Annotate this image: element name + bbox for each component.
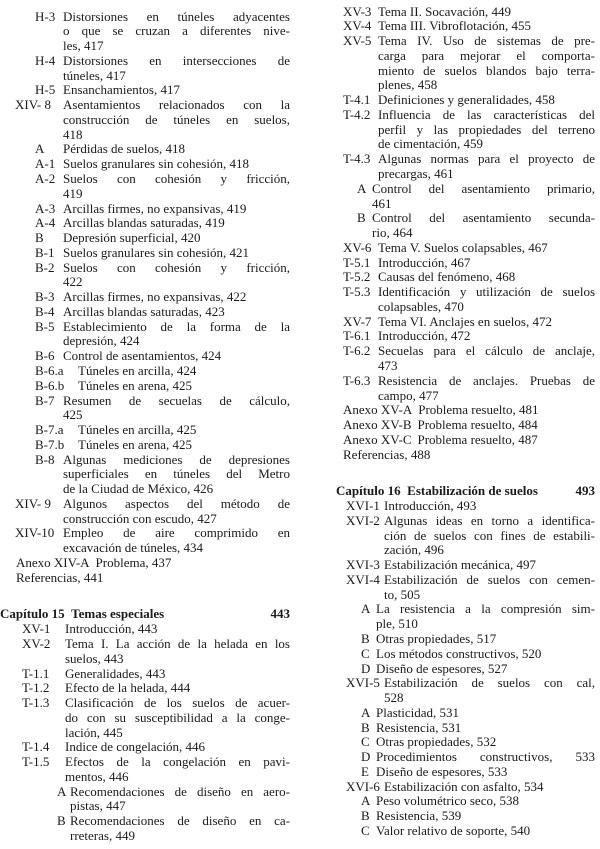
toc-entry-text: Tema IV. Uso de sistemas de pre- (378, 33, 595, 49)
toc-entry-text: Tema II. Socavación, 449 (378, 3, 512, 19)
toc-entry (300, 374, 595, 404)
toc-entry-number: T-5.3 (343, 284, 371, 300)
toc-entry-number: B-4 (35, 303, 55, 319)
toc-entry-text: Arcillas firmes, no expansivas, 422 (63, 289, 247, 305)
toc-entry-text: plenes, 458 (378, 77, 438, 93)
toc-entry-number: B-1 (35, 244, 55, 260)
toc-entry (0, 696, 290, 740)
toc-entry-text: Introducción, 493 (384, 498, 477, 514)
toc-entry-text: depresión, 424 (63, 333, 140, 349)
toc-entry-number: B-3 (35, 289, 55, 305)
toc-entry-text: lación, 445 (65, 724, 123, 740)
toc-entry (300, 329, 595, 344)
chapter-number: Capítulo 16 (336, 483, 401, 499)
toc-entry-number: H-3 (35, 8, 56, 24)
toc-column-right (300, 5, 595, 839)
toc-entry-text: ple, 510 (376, 616, 418, 632)
toc-entry (300, 448, 595, 463)
toc-entry-text: Tema VI. Anclajes en suelos, 472 (378, 313, 552, 329)
toc-entry (300, 676, 595, 706)
toc-entry-text: Tema V. Suelos colapsables, 467 (378, 239, 548, 255)
toc-entry-number: Anexo XV-B (343, 417, 412, 433)
toc-entry-number: T-5.2 (343, 269, 371, 285)
toc-entry (300, 721, 595, 736)
toc-entry-text: Resistencia, 531 (376, 719, 462, 735)
toc-entry-number: T-4.3 (343, 151, 371, 167)
toc-entry-text: 418 (63, 126, 83, 142)
toc-entry (0, 740, 290, 755)
toc-entry (0, 305, 290, 320)
toc-entry (0, 54, 290, 84)
toc-entry (0, 622, 290, 637)
toc-entry-text: Problema, 437 (95, 554, 172, 570)
toc-entry-number: B-6.a (35, 362, 64, 378)
toc-entry-text: Generalidades, 443 (65, 665, 166, 681)
toc-entry-text: Clasificación de los suelos de acuer- (65, 695, 290, 711)
toc-entry-number: B-7.b (35, 436, 65, 452)
toc-entry (0, 637, 290, 667)
toc-entry (300, 706, 595, 721)
toc-entry-text: Algunos aspectos del método de (63, 495, 290, 511)
toc-entry (0, 364, 290, 379)
toc-entry (0, 379, 290, 394)
toc-entry (0, 83, 290, 98)
toc-entry-text: Tema III. Vibroflotación, 455 (378, 18, 531, 34)
toc-entry-number: XV-2 (22, 635, 51, 651)
toc-entry (0, 261, 290, 291)
toc-entry-number: T-5.1 (343, 254, 371, 270)
toc-entry-text: 461 (372, 195, 392, 211)
toc-entry-number: XVI-1 (346, 498, 380, 514)
toc-entry-number: A (357, 180, 367, 196)
chapter-heading (300, 484, 595, 499)
toc-entry-text: Estabilización de suelos con cemen- (384, 571, 595, 587)
toc-entry (300, 403, 595, 418)
toc-entry-text: Estabilización con asfalto, 534 (384, 778, 544, 794)
toc-entry (300, 632, 595, 647)
toc-entry-number: C (361, 734, 370, 750)
toc-entry-text: Arcillas blandas saturadas, 419 (63, 215, 225, 231)
toc-entry-text: ción de suelos con fines de estabili- (384, 527, 595, 543)
toc-entry-number: XV-3 (343, 3, 372, 19)
toc-entry (300, 824, 595, 839)
toc-entry-number: B-5 (35, 318, 55, 334)
toc-entry-number: T-4.2 (343, 106, 371, 122)
toc-entry-text: colapsables, 470 (378, 298, 464, 314)
toc-entry (300, 558, 595, 573)
toc-entry (0, 556, 290, 571)
toc-entry (0, 231, 290, 246)
toc-entry (0, 497, 290, 527)
toc-entry-number: XIV-10 (15, 525, 55, 541)
toc-entry-text: Empleo de aire comprimido en (63, 525, 290, 541)
toc-entry-text: Peso volumétrico seco, 538 (376, 793, 519, 809)
toc-entry-number: D (361, 660, 371, 676)
toc-entry-text: Depresión superficial, 420 (63, 230, 201, 246)
toc-entry-text: Control del asentamiento secunda- (372, 210, 595, 226)
toc-entry-text: 473 (378, 357, 398, 373)
toc-entry (300, 602, 595, 632)
toc-entry-text: suelos, 443 (65, 650, 124, 666)
toc-entry-number: T-1.2 (22, 680, 50, 696)
toc-entry-text: Suelos con cohesión y fricción, (63, 171, 290, 187)
toc-entry-text: Introducción, 467 (378, 254, 471, 270)
toc-entry-number: A (57, 783, 67, 799)
toc-entry (300, 809, 595, 824)
toc-entry-text: Problema resuelto, 487 (417, 431, 538, 447)
toc-entry-text: Arcillas firmes, no expansivas, 419 (63, 200, 247, 216)
toc-entry-text: Introducción, 443 (65, 621, 158, 637)
toc-entry (0, 142, 290, 157)
toc-entry-number: XIV- 8 (15, 97, 51, 113)
toc-entry-number: B-8 (35, 451, 55, 467)
chapter-title: Estabilización de suelos (407, 483, 538, 499)
toc-entry-number: B (357, 210, 366, 226)
toc-entry-text: 419 (63, 185, 83, 201)
toc-entry-text: rreteras, 449 (70, 827, 135, 843)
toc-entry-number: XVI-3 (346, 557, 380, 573)
toc-entry-number: B-6 (35, 348, 55, 364)
toc-entry (300, 735, 595, 750)
toc-entry (0, 10, 290, 54)
toc-entry-text: Distorsiones en intersecciones de (63, 52, 290, 68)
toc-entry (0, 157, 290, 172)
toc-entry-number: H-4 (35, 52, 56, 68)
toc-entry (300, 780, 595, 795)
toc-entry (300, 765, 595, 780)
toc-entry (300, 5, 595, 20)
toc-entry-number: B (361, 719, 370, 735)
toc-entry-text: Distorsiones en túneles adyacentes (63, 8, 290, 24)
toc-entry-text: Algunas ideas en torno a identifica- (384, 512, 595, 528)
toc-entry-number: T-1.4 (22, 739, 50, 755)
toc-entry-number: A (361, 793, 371, 809)
toc-entry (300, 285, 595, 315)
toc-entry-text: túneles, 417 (63, 67, 126, 83)
toc-entry-text: Resistencia de anclajes. Pruebas de (378, 372, 595, 388)
toc-entry-text: pistas, 447 (70, 798, 126, 814)
toc-entry-number: E (361, 763, 369, 779)
toc-entry-text: Influencia de las características del (378, 106, 595, 122)
toc-entry (0, 98, 290, 142)
toc-entry (300, 315, 595, 330)
chapter-title: Temas especiales (71, 606, 165, 622)
toc-entry-number: XIV- 9 (15, 495, 51, 511)
toc-entry-text: Resistencia, 539 (376, 808, 462, 824)
toc-entry-text: Identificación y utilización de suelos (378, 284, 595, 300)
toc-entry-text: Algunas normas para el proyecto de (378, 151, 595, 167)
toc-entry-text: 422 (63, 274, 83, 290)
toc-entry-text: Algunas mediciones de depresiones (63, 451, 290, 467)
toc-entry-number: XVI-2 (346, 512, 380, 528)
toc-entry (300, 241, 595, 256)
toc-entry-text: Ensanchamientos, 417 (63, 82, 180, 98)
toc-entry-number: T-1.1 (22, 665, 50, 681)
toc-entry (0, 394, 290, 424)
toc-entry-number: A (361, 601, 371, 617)
toc-entry-text: Suelos con cohesión y fricción, (63, 259, 290, 275)
chapter-page: 443 (270, 606, 290, 622)
toc-entry-text: Túneles en arcilla, 424 (78, 362, 197, 378)
toc-entry-text: Establecimiento de la forma de la (63, 318, 290, 334)
toc-entry (300, 19, 595, 34)
toc-entry-number: XV-7 (343, 313, 372, 329)
toc-entry-number: B-7 (35, 392, 55, 408)
toc-entry-text: construcción con escudo, 427 (63, 510, 217, 526)
toc-entry-number: D (361, 749, 371, 765)
toc-entry-text: construcción de túneles en suelos, (63, 111, 290, 127)
toc-entry-text: rio, 464 (372, 225, 413, 241)
toc-entry-text: La resistencia a la compresión sim- (376, 601, 595, 617)
toc-entry-number: A-1 (35, 156, 56, 172)
toc-entry (0, 814, 290, 844)
toc-entry-text: Indice de congelación, 446 (65, 739, 206, 755)
toc-entry-text: Resumen de secuelas de cálculo, (63, 392, 290, 408)
toc-entry-number: B (361, 630, 370, 646)
toc-entry-number: C (361, 822, 370, 838)
toc-entry-number: T-6.3 (343, 372, 371, 388)
toc-entry-text: Asentamientos relacionados con la (63, 97, 290, 113)
toc-entry-number: B-2 (35, 259, 55, 275)
toc-entry-text: Introducción, 472 (378, 328, 471, 344)
toc-entry-text: Causas del fenómeno, 468 (378, 269, 516, 285)
toc-entry-number: B-6.b (35, 377, 65, 393)
toc-entry-text: de cimentación, 459 (378, 136, 484, 152)
toc-entry (300, 93, 595, 108)
toc-entry-number: B (361, 808, 370, 824)
toc-entry-number: XV-1 (22, 621, 51, 637)
toc-entry-number: XVI-6 (346, 778, 380, 794)
toc-entry (0, 320, 290, 350)
toc-entry (300, 256, 595, 271)
toc-entry (0, 571, 290, 586)
toc-entry-text: to, 505 (384, 586, 421, 602)
chapter-heading (0, 607, 290, 622)
toc-entry (300, 344, 595, 374)
toc-entry-number: C (361, 645, 370, 661)
toc-entry-text: 425 (63, 407, 83, 423)
toc-entry (300, 270, 595, 285)
toc-entry-text: carga para mejorar el comporta- (378, 47, 595, 63)
toc-entry-text: o que se cruzan a diferentes nive- (63, 23, 290, 39)
toc-entry-number: B-7.a (35, 422, 64, 438)
toc-entry-text: Suelos granulares sin cohesión, 421 (63, 244, 249, 260)
toc-entry-text: excavación de túneles, 434 (63, 540, 204, 556)
toc-entry (300, 211, 595, 241)
toc-entry-number: A-3 (35, 200, 56, 216)
toc-entry-text: Recomendaciones de diseño en ca- (70, 813, 290, 829)
toc-entry (300, 750, 595, 765)
toc-entry (0, 785, 290, 815)
toc-entry (300, 647, 595, 662)
toc-entry-text: Túneles en arena, 425 (78, 436, 193, 452)
toc-entry-text: zación, 496 (384, 542, 444, 558)
toc-entry-text: Referencias, 441 (16, 569, 104, 585)
toc-entry (0, 349, 290, 364)
toc-entry-text: Suelos granulares sin cohesión, 418 (63, 156, 249, 172)
toc-entry-text: Diseño de espesores, 533 (376, 763, 508, 779)
toc-entry (300, 433, 595, 448)
toc-entry-number: XVI-5 (346, 675, 380, 691)
toc-entry-number: T-1.5 (22, 754, 50, 770)
toc-entry-text: precargas, 461 (378, 166, 454, 182)
toc-entry-text: Pérdidas de suelos, 418 (63, 141, 186, 157)
toc-entry (0, 438, 290, 453)
toc-entry-text: Túneles en arena, 425 (78, 377, 193, 393)
toc-entry-text: Valor relativo de soporte, 540 (376, 822, 531, 838)
toc-entry-number: XVI-4 (346, 571, 380, 587)
toc-entry-text: Otras propiedades, 532 (376, 734, 497, 750)
toc-entry-text: perfil y las propiedades del terreno (378, 121, 595, 137)
toc-entry-text: Plasticidad, 531 (376, 704, 460, 720)
toc-entry-number: T-1.3 (22, 695, 50, 711)
toc-entry-text: Control del asentamiento primario, (372, 180, 595, 196)
toc-entry-text: Secuelas para el cálculo de anclaje, (378, 343, 595, 359)
toc-entry-text: miento de suelos blandos bajo terra- (378, 62, 595, 78)
toc-entry-text: do con su susceptibilidad a la conge- (65, 709, 290, 725)
toc-entry-text: Efectos de la congelación en pavi- (65, 754, 290, 770)
toc-entry (0, 290, 290, 305)
toc-entry (0, 172, 290, 202)
toc-column-left (0, 10, 290, 844)
toc-entry-number: Anexo XV-A (343, 402, 413, 418)
toc-entry-text: Procedimientos constructivos, 533 (376, 749, 595, 765)
toc-entry-text: Referencias, 488 (343, 446, 431, 462)
toc-entry (0, 526, 290, 556)
toc-entry (0, 453, 290, 497)
toc-entry-number: Anexo XV-C (343, 431, 412, 447)
toc-entry-text: Túneles en arcilla, 425 (78, 422, 197, 438)
toc-entry-number: T-6.2 (343, 343, 371, 359)
toc-entry-text: Tema I. La acción de la helada en los (65, 635, 290, 651)
toc-entry (300, 794, 595, 809)
toc-entry (0, 423, 290, 438)
toc-entry-number: B (35, 230, 44, 246)
chapter-number: Capítulo 15 (0, 606, 65, 622)
chapter-page: 493 (575, 483, 595, 499)
toc-entry-text: Control de asentamientos, 424 (63, 348, 222, 364)
toc-entry-number: T-6.1 (343, 328, 371, 344)
toc-entry-text: Estabilización de suelos con cal, (384, 675, 595, 691)
toc-entry-text: Problema resuelto, 484 (417, 417, 538, 433)
toc-entry (0, 667, 290, 682)
toc-entry-number: XV-4 (343, 18, 372, 34)
toc-entry-number: H-5 (35, 82, 56, 98)
toc-entry (0, 202, 290, 217)
toc-entry (0, 755, 290, 785)
toc-entry-text: 528 (384, 690, 404, 706)
toc-entry (0, 216, 290, 231)
toc-entry-text: les, 417 (63, 38, 104, 54)
toc-entry-text: Arcillas blandas saturadas, 423 (63, 303, 225, 319)
toc-entry-text: Problema resuelto, 481 (418, 402, 539, 418)
toc-entry (300, 108, 595, 152)
toc-entry-text: Estabilización mecánica, 497 (384, 557, 536, 573)
toc-entry (0, 246, 290, 261)
toc-entry-number: A-4 (35, 215, 56, 231)
toc-entry-number: Anexo XIV-A (16, 554, 90, 570)
toc-entry-number: A (361, 704, 371, 720)
toc-entry (300, 182, 595, 212)
toc-entry-number: B (57, 813, 66, 829)
toc-entry (300, 573, 595, 603)
toc-entry-number: A-2 (35, 171, 56, 187)
toc-entry-text: Otras propiedades, 517 (376, 630, 497, 646)
toc-entry-number: XV-6 (343, 239, 372, 255)
toc-entry-text: superficiales en túneles del Metro (63, 466, 290, 482)
toc-entry-text: mentos, 446 (65, 768, 129, 784)
toc-entry-number: XV-5 (343, 33, 372, 49)
toc-entry (300, 34, 595, 93)
toc-entry (0, 681, 290, 696)
toc-entry-text: de la Ciudad de México, 426 (63, 481, 214, 497)
toc-entry-number: A (35, 141, 45, 157)
toc-entry-text: campo, 477 (378, 387, 439, 403)
toc-entry (300, 514, 595, 558)
toc-entry-text: Definiciones y generalidades, 458 (378, 92, 555, 108)
toc-entry (300, 152, 595, 182)
toc-entry-text: Diseño de espesores, 527 (376, 660, 508, 676)
toc-entry (300, 662, 595, 677)
toc-entry (300, 418, 595, 433)
toc-entry-text: Recomendaciones de diseño en aero- (70, 783, 290, 799)
toc-entry-text: Los métodos constructivos, 520 (376, 645, 542, 661)
toc-entry-number: T-4.1 (343, 92, 371, 108)
toc-entry (300, 499, 595, 514)
toc-entry-text: Efecto de la helada, 444 (65, 680, 191, 696)
